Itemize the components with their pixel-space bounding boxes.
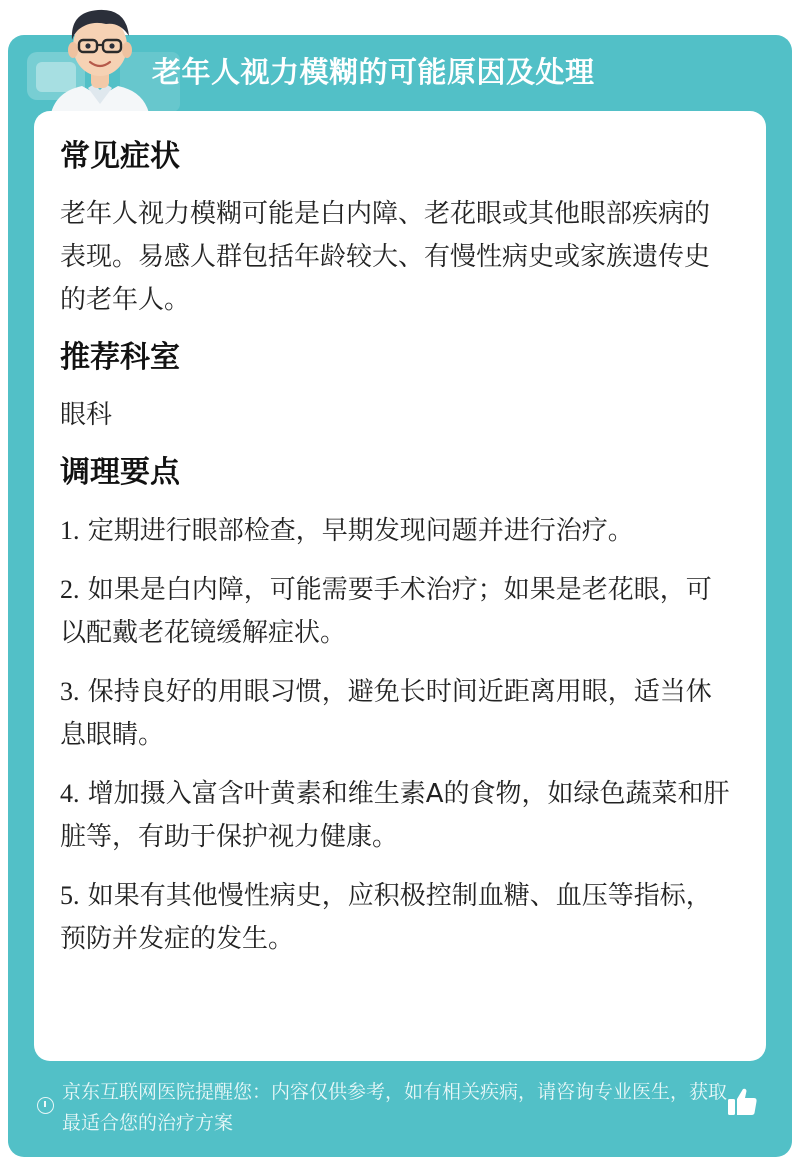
content-body bbox=[60, 135, 730, 976]
list-item-text: 定期进行眼部检查，早期发现问题并进行治疗。 bbox=[87, 516, 634, 546]
section-title-department: 推荐科室 bbox=[60, 340, 180, 375]
list-item-text: 如果是白内障，可能需要手术治疗；如果是老花眼，可以配戴老花镜缓解症状。 bbox=[60, 575, 712, 648]
list-item-number: 3. bbox=[60, 677, 80, 706]
section-title-symptoms: 常见症状 bbox=[60, 139, 180, 174]
symptoms-text: 老年人视力模糊可能是白内障、老花眼或其他眼部疾病的表现。易感人群包括年龄较大、有慢性病史或家族遗传史的老年人。 bbox=[60, 199, 711, 315]
content-card bbox=[34, 111, 766, 1061]
list-item-text: 保持良好的用眼习惯，避免长时间近距离用眼，适当休息眼睛。 bbox=[60, 677, 712, 750]
doctor-avatar-icon bbox=[40, 0, 160, 118]
care-list-item bbox=[60, 874, 730, 961]
info-icon bbox=[37, 1097, 54, 1114]
list-item-number: 4. bbox=[60, 779, 80, 808]
list-item-text: 如果有其他慢性病史，应积极控制血糖、血压等指标，预防并发症的发生。 bbox=[60, 881, 712, 954]
department-text: 眼科 bbox=[60, 400, 113, 430]
list-item-number: 2. bbox=[60, 575, 80, 604]
list-item-text: 增加摄入富含叶黄素和维生素A的食物，如绿色蔬菜和肝脏等，有助于保护视力健康。 bbox=[60, 779, 730, 852]
section-title-care: 调理要点 bbox=[60, 455, 180, 490]
care-list-item bbox=[60, 670, 730, 757]
thumbs-up-icon[interactable] bbox=[725, 1085, 759, 1119]
care-list-item bbox=[60, 568, 730, 655]
list-item-number: 5. bbox=[60, 881, 80, 910]
page-title: 老年人视力模糊的可能原因及处理 bbox=[152, 55, 595, 89]
list-item-number: 1. bbox=[60, 516, 80, 545]
care-list-item bbox=[60, 509, 730, 553]
footer-disclaimer: 京东互联网医院提醒您：内容仅供参考，如有相关疾病，请咨询专业医生，获取最适合您的治疗方案 bbox=[62, 1081, 728, 1134]
care-list-item bbox=[60, 772, 730, 859]
